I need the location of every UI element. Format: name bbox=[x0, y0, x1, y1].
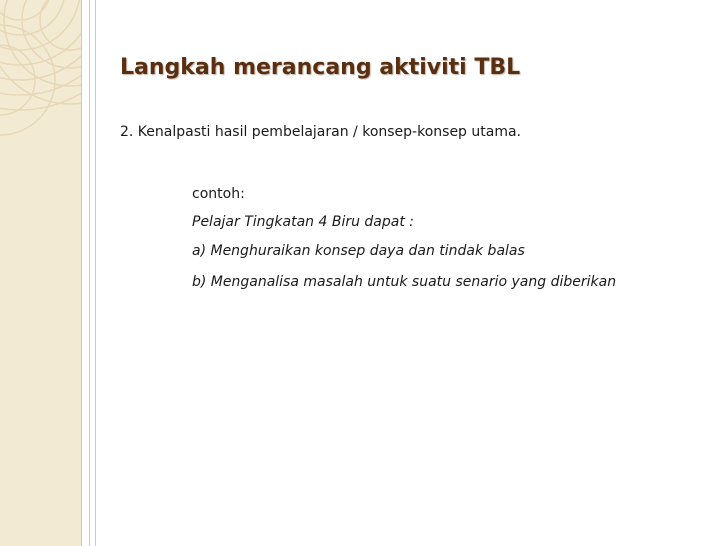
divider-line bbox=[81, 0, 82, 546]
divider-line bbox=[95, 0, 96, 546]
divider-line bbox=[89, 0, 90, 546]
main-point: 2. Kenalpasti hasil pembelajaran / konsep-konsep utama. bbox=[120, 124, 522, 140]
example-item: a) Menghuraikan konsep daya dan tindak balas bbox=[192, 243, 525, 259]
decorative-side-panel bbox=[0, 0, 81, 546]
example-intro: Pelajar Tingkatan 4 Biru dapat : bbox=[192, 214, 414, 230]
decorative-arcs bbox=[0, 0, 81, 546]
slide-title: Langkah merancang aktiviti TBL bbox=[120, 55, 521, 80]
example-item: b) Menganalisa masalah untuk suatu senario yang diberikan bbox=[192, 274, 617, 290]
example-label: contoh: bbox=[192, 186, 245, 202]
